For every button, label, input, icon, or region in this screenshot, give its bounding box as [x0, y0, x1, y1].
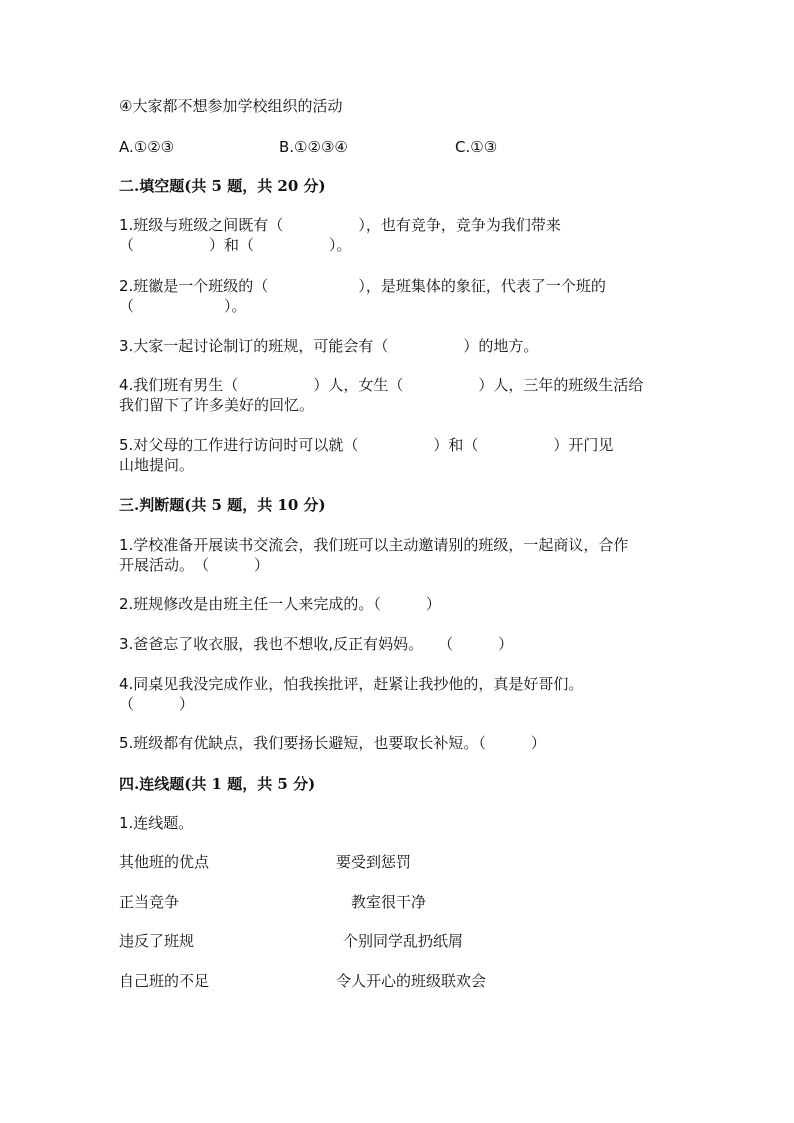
fill-question-2-line-2: （ ）。 — [119, 297, 247, 315]
choice-option-a: A.①②③ — [119, 138, 175, 156]
section-heading-fill: 二.填空题(共 5 题，共 20 分) — [119, 177, 326, 195]
judge-question-4-line-2: （ ） — [119, 695, 195, 713]
match-right-item-3: 个别同学乱扔纸屑 — [343, 932, 464, 950]
fill-question-4-line-1: 4.我们班有男生（ ）人，女生（ ）人，三年的班级生活给 — [119, 376, 644, 394]
choice-option-b: B.①②③④ — [279, 138, 348, 156]
match-left-item-2: 正当竞争 — [119, 893, 180, 911]
judge-question-1-line-2: 开展活动。 （ ） — [119, 556, 270, 574]
option-item-4: ④大家都不想参加学校组织的活动 — [119, 97, 343, 115]
judge-question-5: 5.班级都有优缺点，我们要扬长避短，也要取长补短。（ ） — [119, 734, 546, 752]
section-heading-judge: 三.判断题(共 5 题，共 10 分) — [119, 496, 326, 514]
judge-question-3: 3.爸爸忘了收衣服，我也不想收,反正有妈妈。 （ ） — [119, 635, 514, 653]
match-left-item-3: 违反了班规 — [119, 932, 195, 950]
fill-question-1-line-1: 1.班级与班级之间既有（ ），也有竞争，竞争为我们带来 — [119, 216, 561, 234]
fill-question-5-line-1: 5.对父母的工作进行访问时可以就（ ）和（ ）开门见 — [119, 436, 614, 454]
match-question-1: 1.连线题。 — [119, 814, 194, 832]
match-left-item-4: 自己班的不足 — [119, 972, 210, 990]
match-right-item-1: 要受到惩罚 — [336, 853, 412, 871]
judge-question-2: 2.班规修改是由班主任一人来完成的。（ ） — [119, 595, 441, 613]
match-right-item-4: 令人开心的班级联欢会 — [336, 972, 487, 990]
section-heading-match: 四.连线题(共 1 题，共 5 分) — [119, 775, 316, 793]
fill-question-5-line-2: 山地提问。 — [119, 456, 195, 474]
fill-question-4-line-2: 我们留下了许多美好的回忆。 — [119, 396, 315, 414]
judge-question-1-line-1: 1.学校准备开展读书交流会，我们班可以主动邀请别的班级，一起商议，合作 — [119, 536, 629, 554]
fill-question-2-line-1: 2.班徽是一个班级的（ ），是班集体的象征，代表了一个班的 — [119, 277, 606, 295]
match-right-item-2: 教室很干净 — [351, 893, 427, 911]
match-left-item-1: 其他班的优点 — [119, 853, 210, 871]
fill-question-1-line-2: （ ）和（ ）。 — [119, 236, 352, 254]
fill-question-3: 3.大家一起讨论制订的班规，可能会有（ ）的地方。 — [119, 337, 539, 355]
choice-option-c: C.①③ — [455, 138, 498, 156]
judge-question-4-line-1: 4.同桌见我没完成作业，怕我挨批评，赶紧让我抄他的，真是好哥们。 — [119, 675, 584, 693]
